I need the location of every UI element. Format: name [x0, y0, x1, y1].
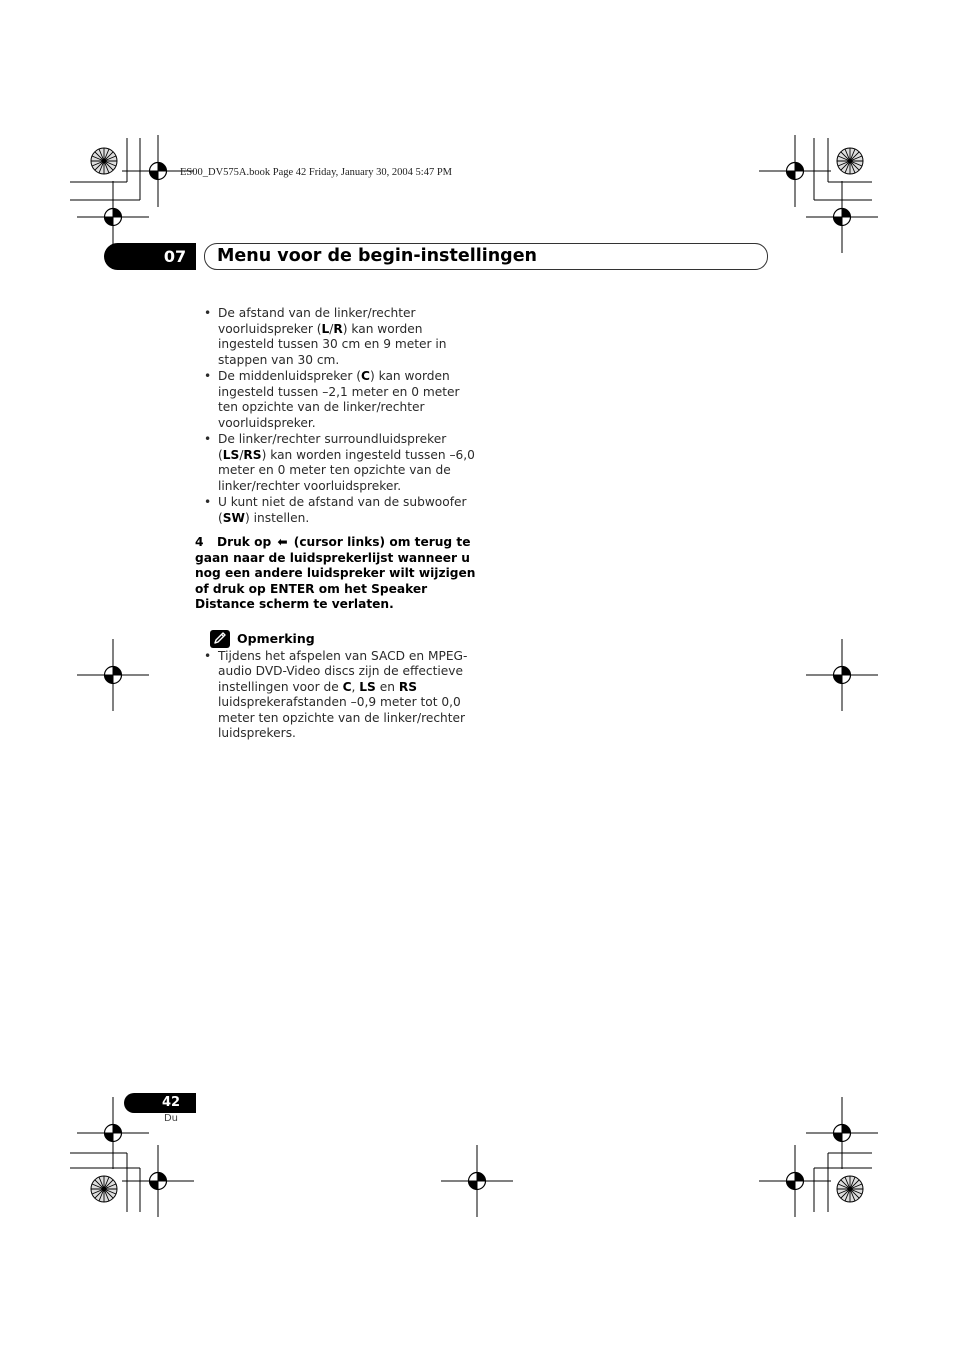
bullet-item	[195, 649, 480, 742]
chapter-title: Menu voor de begin-instellingen	[217, 246, 538, 266]
step-text-start: Druk op	[217, 535, 272, 549]
note-bullets	[195, 649, 480, 742]
bullet-item	[195, 306, 480, 368]
bullet-text: /	[239, 447, 244, 462]
bullet-text: ) kan worden ingesteld tussen –2,1 meter en 0 meter ten opzichte van de linker/rechter voorluidspreker.	[218, 369, 460, 430]
bold-term: LS	[359, 679, 376, 694]
page-number: 42	[161, 1095, 181, 1110]
bullet-text: ) kan worden ingesteld tussen 30 cm en 9 meter in stappen van 30 cm.	[218, 321, 447, 367]
bullet-item	[195, 432, 480, 494]
step-text-rest: (cursor links) om terug te gaan naar de luidsprekerlijst wanneer u nog een andere luidspreker wilt wijzigen of druk op ENTER om het Speaker Distance scherm te verlaten.	[195, 535, 476, 611]
bullet-text: ) instellen.	[245, 510, 310, 525]
bullet-text: De linker/rechter surroundluidspreker (	[218, 432, 447, 462]
note-heading	[195, 629, 480, 649]
bold-term: LS	[222, 447, 240, 462]
page-language: Du	[163, 1113, 179, 1124]
pencil-icon	[210, 630, 230, 648]
bold-term: R	[333, 321, 343, 336]
bold-term: RS	[398, 679, 417, 694]
main-column	[195, 306, 480, 743]
bold-term: C	[361, 369, 370, 383]
bold-term: L	[321, 321, 330, 336]
cursor-left-arrow-icon: ⬅	[277, 535, 288, 549]
note-title: Opmerking	[237, 630, 315, 646]
bullet-text: ) kan worden ingesteld tussen –6,0 meter en 0 meter ten opzichte van de linker/rechter voorluidspreker.	[218, 447, 475, 493]
bold-term: RS	[243, 447, 262, 462]
bullet-text: ,	[351, 679, 360, 694]
bold-term: SW	[222, 510, 245, 525]
step-number: 4	[195, 535, 204, 549]
bullet-item	[195, 369, 480, 431]
bullet-text: De afstand van de linker/rechter voorluidspreker (	[218, 306, 416, 336]
book-header-line: ES00_DV575A.book Page 42 Friday, January 30, 2004 5:47 PM	[180, 167, 453, 178]
step-4	[195, 535, 480, 613]
bullet-item	[195, 495, 480, 526]
bullet-text: en	[375, 679, 399, 694]
bullet-text: luidsprekerafstanden –0,9 meter tot 0,0 meter ten opzichte van de linker/rechter luidsprekers.	[218, 695, 466, 740]
chapter-number: 07	[163, 247, 187, 266]
bullet-text: De middenluidspreker (	[218, 369, 362, 383]
bullet-text: Tijdens het afspelen van SACD en MPEG-audio DVD-Video discs zijn de effectieve instellingen voor de	[218, 648, 468, 694]
bullet-text: /	[329, 321, 334, 336]
bold-term: C	[342, 679, 352, 694]
speaker-distance-bullets	[195, 306, 480, 526]
bullet-text: U kunt niet de afstand van de subwoofer (	[218, 495, 467, 525]
